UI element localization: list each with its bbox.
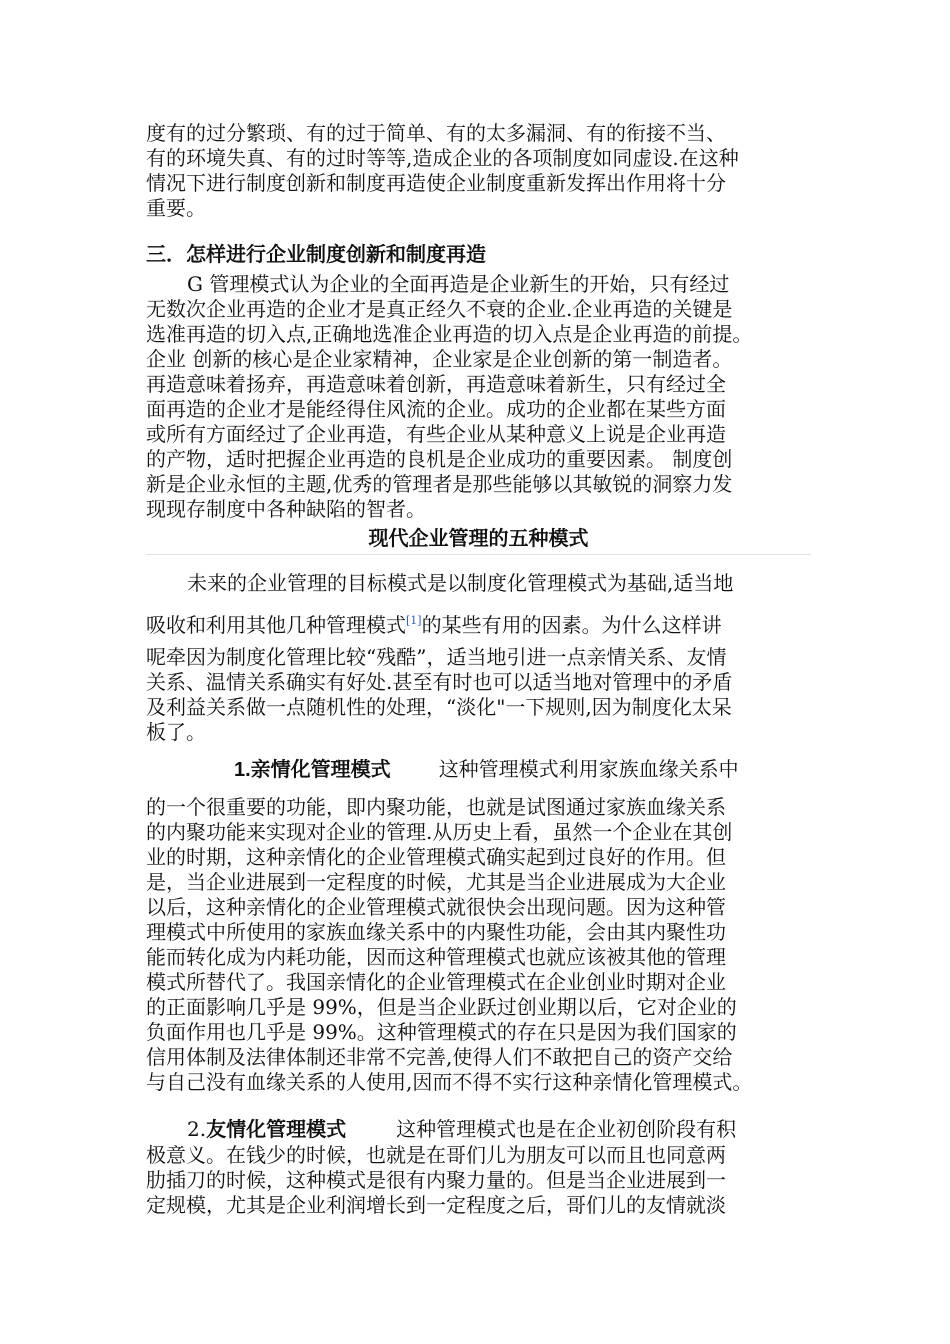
text-line: 是，当企业进展到一定程度的时候，尤其是当企业进展成为大企业: [146, 870, 726, 894]
text-line: 呢牵因为制度化管理比较“残酷”，适当地引进一点亲情关系、友情: [146, 645, 727, 669]
paragraph-friendship-mode: [146, 1117, 811, 1218]
paragraph-family-mode: [146, 795, 811, 1095]
text-line: 无数次企业再造的企业才是真正经久不衰的企业.企业再造的关键是: [146, 297, 733, 321]
paragraph-institution-problems: [146, 121, 811, 221]
text-line: 面再造的企业才是能经得住风流的企业。成功的企业都在某些方面: [146, 397, 726, 421]
text-line: 的产物，适时把握企业再造的良机是企业成功的重要因素。 制度创: [146, 447, 733, 471]
text-line: 现现存制度中各种缺陷的智者。: [146, 497, 426, 521]
text-line: 板了。: [146, 720, 206, 744]
text-line: 理模式中所使用的家族血缘关系中的内聚性功能，会由其内聚性功: [146, 920, 726, 944]
title-divider: [146, 554, 811, 555]
text-line: 定规模，尤其是企业利润增长到一定程度之后，哥们儿的友情就淡: [146, 1193, 726, 1217]
text-line: 情况下进行制度创新和制度再造使企业制度重新发挥出作用将十分: [146, 171, 726, 195]
paragraph-reengineering: [146, 272, 811, 522]
text-line: 未来的企业管理的目标模式是以制度化管理模式为基础,适当地: [187, 571, 734, 595]
article-title: 现代企业管理的五种模式: [368, 526, 589, 550]
text-segment: 吸收和利用其他几种管理模式: [146, 613, 406, 637]
text-line: 选准再造的切入点,正确地选准企业再造的切入点是企业再造的前提。: [146, 322, 753, 346]
text-line: 重要。: [146, 196, 206, 220]
text-line: 以后，这种亲情化的企业管理模式就很快会出现问题。因为这种管: [146, 895, 726, 919]
text-segment: 这种管理模式利用家族血缘关系中: [438, 757, 739, 781]
text-line: 业的时期，这种亲情化的企业管理模式确实起到过良好的作用。但: [146, 845, 726, 869]
text-line: 的内聚功能来实现对企业的管理.从历史上看，虽然一个企业在其创: [146, 820, 733, 844]
text-segment: 这种管理模式也是在企业初创阶段有积: [396, 1117, 737, 1141]
text-line: 再造意味着扬弃，再造意味着创新，再造意味着新生，只有经过全: [146, 372, 726, 396]
text-line: 的一个很重要的功能，即内聚功能，也就是试图通过家族血缘关系: [146, 795, 726, 819]
text-line: 关系、温情关系确实有好处.甚至有时也可以适当地对管理中的矛盾: [146, 670, 733, 694]
text-line: 肋插刀的时候，这种模式是很有内聚力量的。但是当企业进展到一: [146, 1168, 726, 1192]
mode2-number: 2.: [187, 1117, 207, 1141]
mode1-title: 1.亲情化管理模式: [234, 759, 391, 781]
text-line: 及利益关系做一点随机性的处理，“淡化"一下规则,因为制度化太呆: [146, 695, 732, 719]
footnote-link[interactable]: [1]: [406, 614, 422, 627]
text-line: 企业 创新的核心是企业家精神，企业家是企业创新的第一制造者。: [146, 347, 733, 371]
text-line: 负面作用也几乎是 99%。这种管理模式的存在只是因为我们国家的: [146, 1020, 737, 1044]
text-line: 或所有方面经过了企业再造，有些企业从某种意义上说是企业再造: [146, 422, 726, 446]
text-segment: 的某些有用的因素。为什么这样讲: [421, 613, 722, 637]
text-line: 与自己没有血缘关系的人使用,因而不得不实行这种亲情化管理模式。: [146, 1070, 753, 1094]
text-line: 度有的过分繁琐、有的过于简单、有的太多漏洞、有的衔接不当、: [146, 121, 726, 145]
text-line: [146, 757, 811, 783]
text-line: G 管理模式认为企业的全面再造是企业新生的开始，只有经过: [187, 272, 730, 296]
text-line: 有的环境失真、有的过时等等,造成企业的各项制度如同虚设.在这种: [146, 146, 739, 170]
text-line: 模式所替代了。我国亲情化的企业管理模式在企业创业时期对企业: [146, 970, 726, 994]
paragraph-target-model: [146, 569, 811, 639]
text-line: [146, 607, 811, 639]
section-heading: 三．怎样进行企业制度创新和制度再造: [146, 242, 486, 266]
mode2-title: 友情化管理模式: [206, 1119, 347, 1141]
paragraph-target-model-cont: [146, 645, 811, 745]
text-line: 新是企业永恒的主题,优秀的管理者是那些能够以其敏锐的洞察力发: [146, 472, 733, 496]
text-line: 极意义。在钱少的时候，也就是在哥们儿为朋友可以而且也同意两: [146, 1143, 726, 1167]
text-line: 的正面影响几乎是 99%，但是当企业跃过创业期以后，它对企业的: [146, 995, 737, 1019]
mode1-heading-line: [146, 757, 811, 783]
text-line: 信用体制及法律体制还非常不完善,使得人们不敢把自己的资产交给: [146, 1045, 733, 1069]
text-line: 能而转化成为内耗功能，因而这种管理模式也就应该被其他的管理: [146, 945, 726, 969]
text-line: [146, 1117, 811, 1143]
